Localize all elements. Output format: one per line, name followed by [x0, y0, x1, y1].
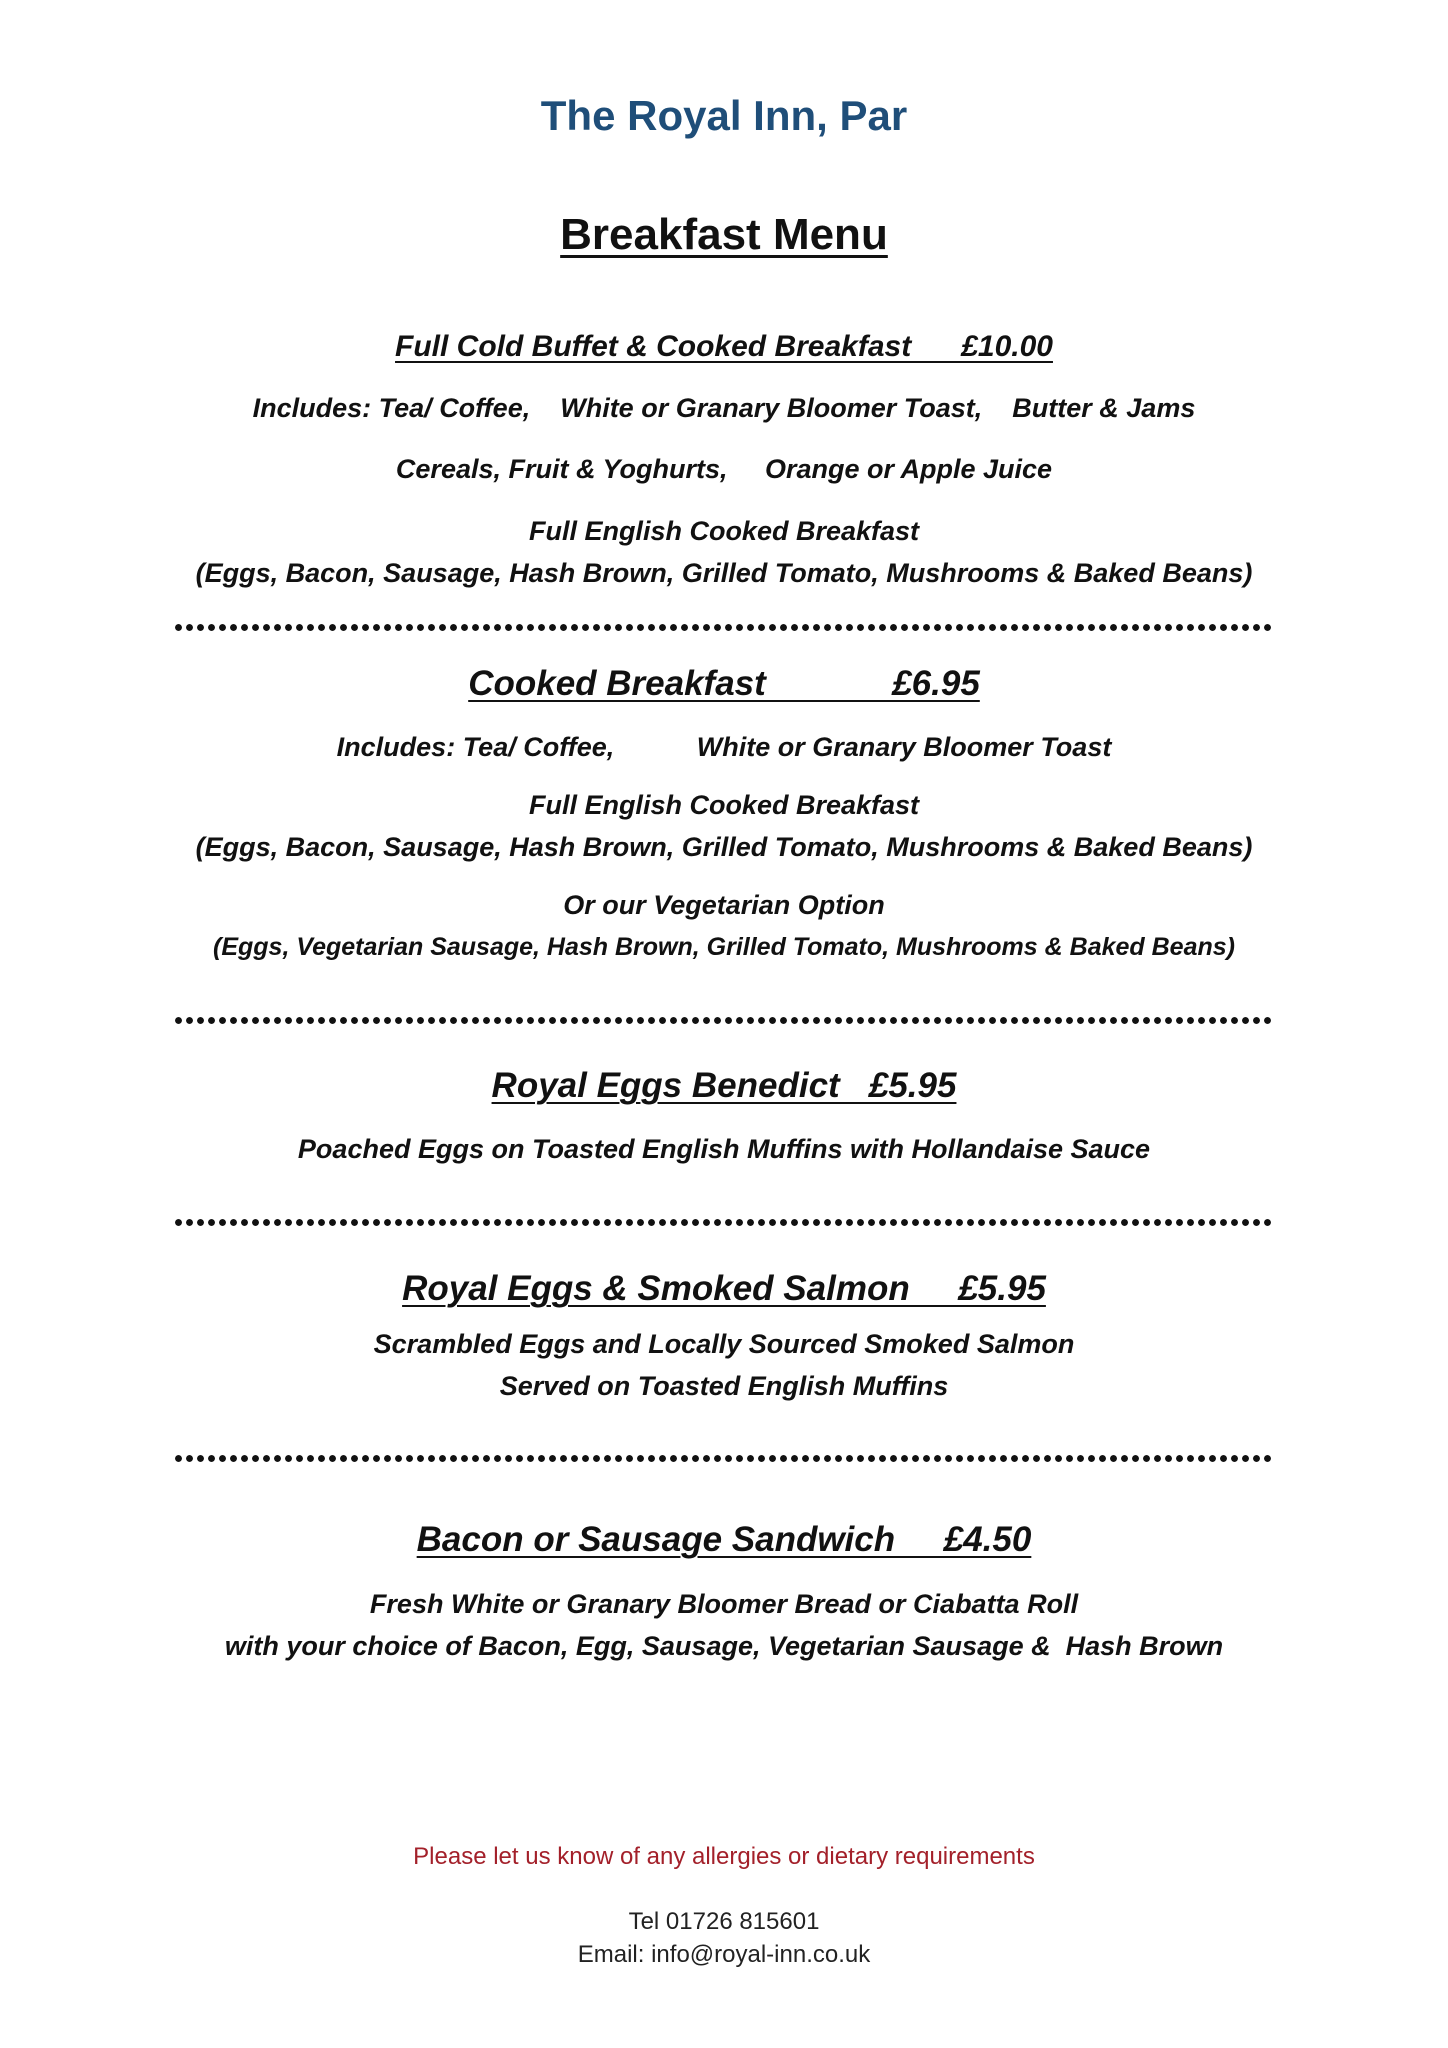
section-line: Or our Vegetarian Option: [563, 890, 885, 920]
section-line: (Eggs, Bacon, Sausage, Hash Brown, Grilled Tomato, Mushrooms & Baked Beans): [195, 558, 1253, 588]
menu-title: Breakfast Menu: [560, 210, 888, 259]
section-line: Cereals, Fruit & Yoghurts, Orange or Apple Juice: [395, 454, 1053, 484]
contact-tel: Tel 01726 815601: [628, 1908, 820, 1935]
section-line: (Eggs, Vegetarian Sausage, Hash Brown, Grilled Tomato, Mushrooms & Baked Beans): [213, 933, 1235, 961]
dotted-divider: [174, 1218, 1274, 1227]
section-title-full-buffet: Full Cold Buffet & Cooked Breakfast £10.00: [395, 330, 1053, 363]
allergy-note: Please let us know of any allergies or dietary requirements: [413, 1843, 1035, 1870]
section-line: Includes: Tea/ Coffee, White or Granary Bloomer Toast, Butter & Jams: [252, 393, 1196, 423]
section-title-cooked-breakfast: Cooked Breakfast £6.95: [468, 664, 980, 703]
section-line: Scrambled Eggs and Locally Sourced Smoked Salmon: [373, 1329, 1075, 1359]
contact-email: Email: info@royal-inn.co.uk: [577, 1941, 871, 1968]
section-line: Full English Cooked Breakfast: [528, 790, 920, 820]
dotted-divider: [174, 1016, 1274, 1025]
dotted-divider: [174, 1454, 1274, 1463]
section-title-eggs-salmon: Royal Eggs & Smoked Salmon £5.95: [402, 1269, 1046, 1308]
section-line: Poached Eggs on Toasted English Muffins with Hollandaise Sauce: [297, 1134, 1151, 1164]
section-line: Served on Toasted English Muffins: [499, 1371, 949, 1401]
section-title-sandwich: Bacon or Sausage Sandwich £4.50: [416, 1520, 1032, 1559]
section-line: with your choice of Bacon, Egg, Sausage, Vegetarian Sausage & Hash Brown: [224, 1631, 1224, 1661]
section-title-eggs-benedict: Royal Eggs Benedict £5.95: [491, 1066, 957, 1105]
section-line: Fresh White or Granary Bloomer Bread or Ciabatta Roll: [369, 1589, 1079, 1619]
inn-name: The Royal Inn, Par: [540, 92, 908, 139]
dotted-divider: [174, 623, 1274, 632]
section-line: Includes: Tea/ Coffee, White or Granary Bloomer Toast: [336, 732, 1112, 762]
section-line: (Eggs, Bacon, Sausage, Hash Brown, Grilled Tomato, Mushrooms & Baked Beans): [195, 832, 1253, 862]
section-line: Full English Cooked Breakfast: [528, 516, 920, 546]
